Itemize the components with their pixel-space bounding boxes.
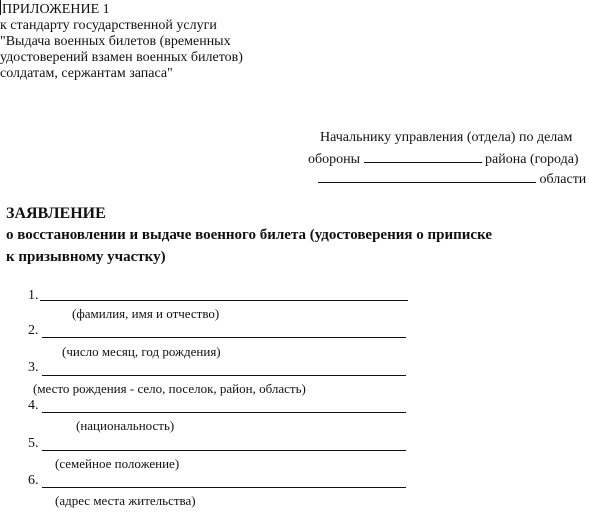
addressee-prefix: обороны <box>308 152 361 167</box>
field-caption: (место рождения - село, поселок, район, область) <box>33 381 306 396</box>
field-input-line[interactable] <box>42 337 406 338</box>
annex-heading: ПРИЛОЖЕНИЕ 1 <box>2 2 110 17</box>
addressee-line-3 <box>318 169 586 191</box>
field-caption: (национальность) <box>76 418 175 433</box>
field-number: 4. <box>28 398 39 413</box>
field-caption: (адрес места жительства) <box>55 493 196 508</box>
field-input-line[interactable] <box>42 487 406 488</box>
field-caption: (число месяц, год рождения) <box>62 344 221 359</box>
field-input-line[interactable] <box>40 300 408 301</box>
addressee-line-2 <box>308 149 579 171</box>
title-line-1: о восстановлении и выдаче военного билета (удостоверения о приписке <box>6 227 492 243</box>
region-blank-line <box>318 170 536 183</box>
annex-line: "Выдача военных билетов (временных <box>0 34 231 49</box>
addressee-line-1: Начальнику управления (отдела) по делам <box>320 130 573 145</box>
addressee-region-suffix: области <box>539 172 587 187</box>
field-number: 1. <box>28 288 39 303</box>
title-line-2: к призывному участку) <box>6 249 166 265</box>
annex-block <box>0 0 600 82</box>
title-word: ЗАЯВЛЕНИЕ <box>6 205 106 222</box>
addressee-suffix: района (города) <box>485 152 579 167</box>
annex-line: солдатам, сержантам запаса" <box>0 66 173 81</box>
field-input-line[interactable] <box>42 412 406 413</box>
field-caption: (фамилия, имя и отчество) <box>72 306 220 321</box>
field-number: 2. <box>28 323 39 338</box>
field-number: 6. <box>28 473 39 488</box>
field-number: 5. <box>28 436 39 451</box>
annex-line: удостоверений взамен военных билетов) <box>0 50 243 65</box>
district-blank-line <box>364 150 482 163</box>
field-number: 3. <box>28 360 39 375</box>
field-caption: (семейное положение) <box>55 456 180 471</box>
field-input-line[interactable] <box>42 375 406 376</box>
field-input-line[interactable] <box>42 450 406 451</box>
annex-line: к стандарту государственной услуги <box>0 18 217 33</box>
text-cursor <box>0 0 1 15</box>
